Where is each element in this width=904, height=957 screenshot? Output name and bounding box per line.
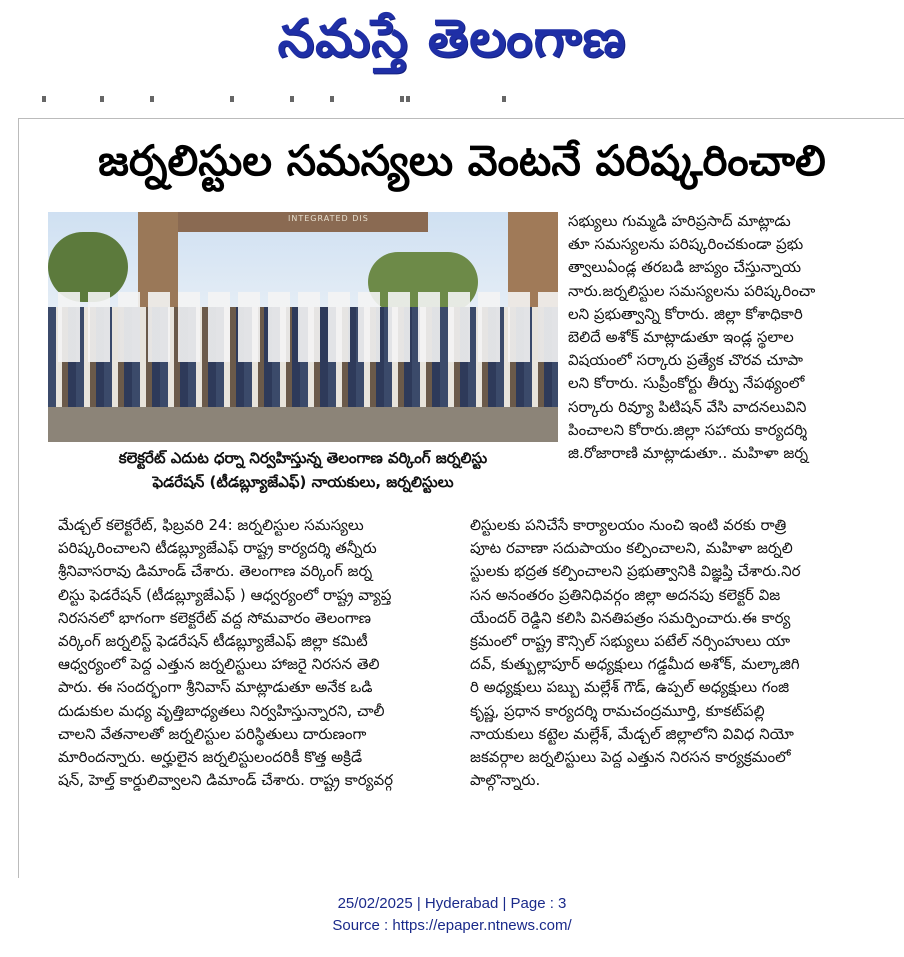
text-line: విషయంలో సర్కారు ప్రత్యేక చొరవ చూపా: [568, 351, 803, 370]
article-border-top: [18, 118, 904, 119]
text-line: పాల్గొన్నారు.: [470, 771, 541, 790]
text-line: జకవర్గాల జర్నలిస్టులు పెద్ద ఎత్తున నిరసన కార్యక్రమంలో: [470, 748, 791, 767]
article-column-right-bottom: [470, 514, 866, 792]
article-border-left: [18, 118, 19, 878]
text-line: యేందర్ రెడ్డిని కలిసి వినతిపత్రం సమర్పించారు.ఈ కార్య: [470, 608, 791, 627]
text-line: తూ సమస్యలను పరిష్కరించకుండా ప్రభు: [568, 235, 804, 254]
article-headline: జర్నలిస్టుల సమస్యలు వెంటనే పరిష్కరించాలి: [98, 136, 826, 185]
footer: [0, 893, 904, 937]
caption-line: కలెక్టరేట్ ఎదుట ధర్నా నిర్వహిస్తున్న తెలంగాణ వర్కింగ్ జర్నలిస్టు: [118, 449, 488, 467]
text-line: నాయకులు కట్టెల మల్లేశ్, మేడ్చల్ జిల్లాలోని వివిధ నియో: [470, 724, 794, 743]
text-line: లిస్టు ఫెడరేషన్ (టీడబ్ల్యూజేఎఫ్ ) ఆధ్వర్యంలో రాష్ట్ర వ్యాప్త: [58, 585, 392, 604]
article-column-right-top: [568, 210, 866, 465]
text-line: పారు. ఈ సందర్భంగా శ్రీనివాస్ మాట్లాడుతూ అనేక ఒడి: [58, 678, 373, 697]
text-line: నిరసనలో భాగంగా కలెక్టరేట్ వద్ద సోమవారం తెలంగాణ: [58, 608, 372, 627]
masthead: [0, 0, 904, 78]
text-line: షన్, హెల్త్ కార్డులివ్వాలని డిమాండ్ చేశారు. రాష్ట్ర కార్యవర్గ: [58, 771, 394, 790]
text-line: సన అనంతరం ప్రతినిధివర్గం జిల్లా అదనపు కలెక్టర్ విజ: [470, 585, 781, 604]
text-line: రి అధ్యక్షులు పబ్బు మల్లేశ్ గౌడ్, ఉప్పల్ అధ్యక్షులు గంజి: [470, 678, 790, 697]
clipped-glyph: [100, 96, 104, 102]
caption-line: ఫెడరేషన్ (టీడబ్ల్యూజేఎఫ్) నాయకులు, జర్నలిస్టులు: [152, 473, 454, 491]
text-line: దవ్, కుత్బుల్లాపూర్ అధ్యక్షులు గడ్డమీద అశోక్, మల్కాజిగి: [470, 655, 800, 674]
text-line: జి.రోజారాణి మాట్లాడుతూ.. మహిళా జర్న: [568, 444, 809, 463]
text-line: క్రమంలో రాష్ట్ర కౌన్సిల్ సభ్యులు పటేల్ నర్సింహులు యా: [470, 632, 791, 651]
photo-caption: [48, 446, 558, 496]
clipped-glyph: [42, 96, 46, 102]
text-line: స్టులకు భద్రత కల్పించాలని ప్రభుత్వానికి విజ్ఞప్తి చేశారు.నిర: [470, 562, 801, 581]
photo-gate-beam: [138, 212, 428, 232]
text-line: చాలని వేతనాలతో జర్నలిస్టుల పరిస్థితులు దారుణంగా: [58, 724, 367, 743]
clipped-glyph: [400, 96, 404, 102]
text-line: మేడ్చల్ కలెక్టరేట్, ఫిబ్రవరి 24: జర్నలిస్టుల సమస్యలు: [58, 516, 364, 534]
footer-source: Source : https://epaper.ntnews.com/: [332, 917, 572, 934]
news-photo: [48, 212, 558, 442]
clipped-glyph: [150, 96, 154, 102]
text-line: నారు.జర్నలిస్టుల సమస్యలను పరిష్కరించా: [568, 281, 816, 300]
text-line: సర్కారు రివ్యూ పిటిషన్ వేసి వాదనలువిని: [568, 397, 807, 416]
clipped-text-strip: [0, 96, 904, 106]
clipped-glyph: [330, 96, 334, 102]
text-line: దుడుకుల మధ్య వృత్తిబాధ్యతలు నిర్వహిస్తున్నారని, చాలీ: [58, 701, 385, 720]
newspaper-logo: నమస్తే తెలంగాణ: [277, 9, 627, 69]
text-line: సభ్యులు గుమ్మడి హరిప్రసాద్ మాట్లాడు: [568, 212, 791, 230]
photo-placards: [58, 292, 558, 362]
clipped-glyph: [290, 96, 294, 102]
text-line: లిస్టులకు పనిచేసే కార్యాలయం నుంచి ఇంటి వరకు రాత్రి: [470, 516, 787, 534]
text-line: లని ప్రభుత్వాన్ని కోరారు. జిల్లా కోశాధికారి: [568, 304, 803, 323]
photo-ground: [48, 407, 558, 442]
text-line: త్వాలుఏండ్ల తరబడి జాప్యం చేస్తున్నాయ: [568, 258, 802, 277]
text-line: బెలిదే అశోక్ మాట్లాడుతూ ఇండ్ల స్థలాల: [568, 328, 794, 347]
article-column-left: [58, 514, 450, 792]
text-line: లని కోరారు. సుప్రీంకోర్టు తీర్పు నేపథ్యంలో: [568, 374, 805, 393]
text-line: వర్కింగ్ జర్నలిస్ట్ ఫెడరేషన్ టీడబ్ల్యూజేఎఫ్ జిల్లా కమిటీ: [58, 632, 368, 651]
text-line: పరిష్కరించాలని టీడబ్ల్యూజేఎఫ్ రాష్ట్ర కార్యదర్శి తన్నీరు: [58, 539, 377, 558]
footer-date-page: 25/02/2025 | Hyderabad | Page : 3: [337, 895, 567, 912]
gate-sign-text: INTEGRATED DIS: [288, 214, 369, 223]
clipped-glyph: [230, 96, 234, 102]
clipped-glyph: [406, 96, 410, 102]
text-line: ఆధ్వర్యంలో పెద్ద ఎత్తున జర్నలిస్టులు హాజరై నిరసన తెలి: [58, 655, 380, 674]
text-line: పించాలని కోరారు.జిల్లా సహాయ కార్యదర్శి: [568, 420, 808, 439]
clipped-glyph: [502, 96, 506, 102]
text-line: శ్రీనివాసరావు డిమాండ్ చేశారు. తెలంగాణ వర్కింగ్ జర్న: [58, 562, 373, 581]
text-line: పూట రవాణా సదుపాయం కల్పించాలని, మహిళా జర్నలి: [470, 539, 793, 558]
text-line: మారిందన్నారు. అర్హులైన జర్నలిస్టులందరికీ కొత్త అక్రిడే: [58, 748, 363, 767]
text-line: కృష్ణ, ప్రధాన కార్యదర్శి రామచంద్రమూర్తి, కూకట్‌పల్లి: [470, 701, 765, 720]
